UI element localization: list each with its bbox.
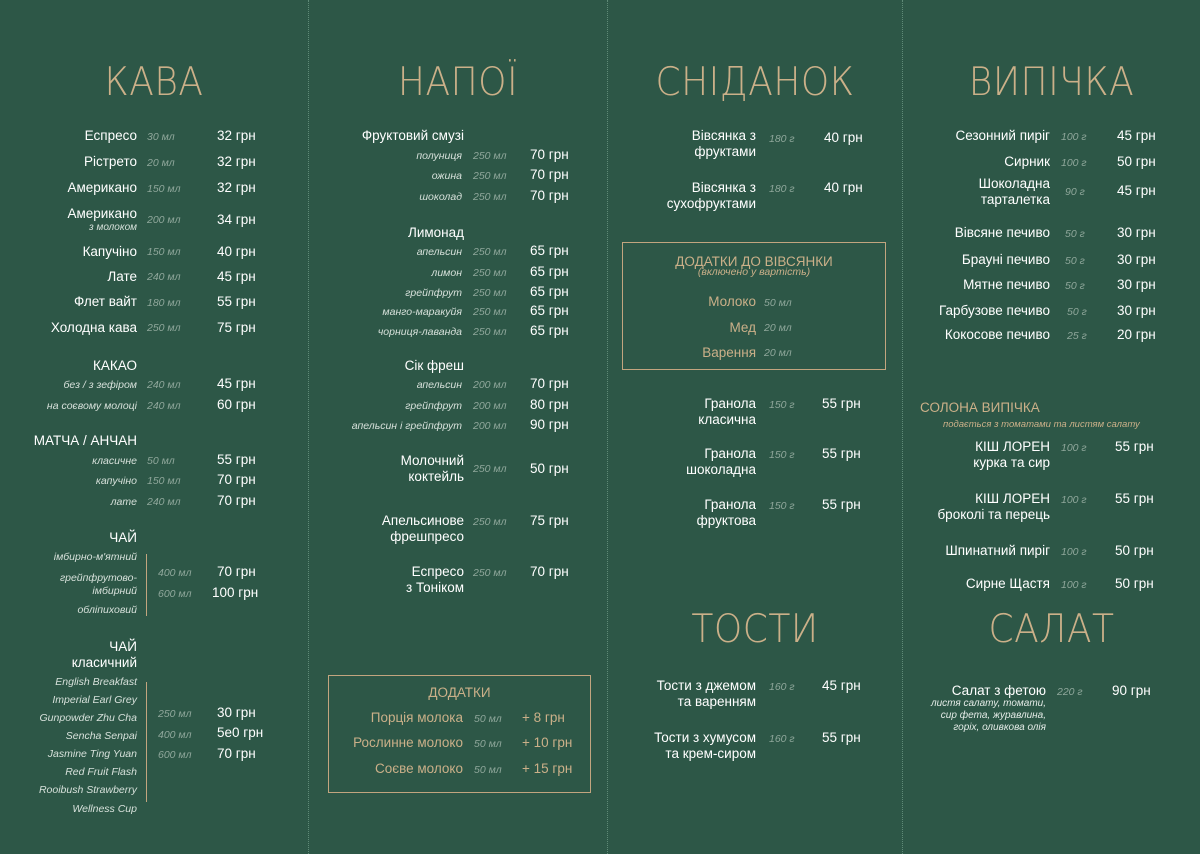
- item-name-text: Американо: [67, 206, 137, 221]
- oat-addon-volume: 20 мл: [764, 322, 792, 334]
- lemonade-heading: Лимонад: [407, 225, 464, 240]
- tea-volume: 250 мл: [158, 708, 192, 720]
- salad-desc-line: листя салату, томати,: [930, 698, 1046, 709]
- menu-item-volume: 200 мл: [473, 420, 507, 432]
- tea-volume: 400 мл: [158, 567, 192, 579]
- menu-item-price: 65 грн: [530, 264, 569, 279]
- menu-item-volume: 150 г: [769, 449, 795, 461]
- addon-volume: 50 мл: [474, 738, 502, 750]
- freshpresso-line1: Апельсинове: [381, 513, 464, 528]
- menu-item-volume: 180 г: [769, 183, 795, 195]
- tea-name: Wellness Cup: [72, 803, 137, 815]
- freshpresso-line2: фрешпресо: [390, 529, 464, 544]
- freshpresso-name: [382, 513, 464, 545]
- oat-addons-note: (включено у вартість): [697, 266, 811, 278]
- menu-item-volume: 150 мл: [147, 183, 181, 195]
- addons-title: ДОДАТКИ: [428, 685, 491, 700]
- menu-item-volume: 250 мл: [473, 306, 507, 318]
- menu-item-volume: 150 г: [769, 500, 795, 512]
- menu-item-price: 20 грн: [1117, 327, 1156, 342]
- espresso-tonic-name: [406, 564, 464, 596]
- menu-item-volume: 100 г: [1061, 579, 1087, 591]
- salad-desc-line: сир фета, журавлина,: [940, 710, 1046, 721]
- menu-item-price: 80 грн: [530, 397, 569, 412]
- menu-item-name: [979, 176, 1050, 208]
- menu-item-name: грейпфрут: [405, 287, 462, 299]
- menu-item-name: полуниця: [416, 150, 462, 162]
- smoothie-heading: Фруктовий смузі: [361, 128, 464, 143]
- salad-title: САЛАТ: [988, 607, 1115, 652]
- menu-item-price: 55 грн: [1115, 439, 1154, 454]
- menu-item-name: на соєвому молоці: [46, 400, 137, 412]
- menu-item-price: 70 грн: [530, 564, 569, 579]
- drinks-column: [309, 0, 607, 854]
- menu-item-price: 65 грн: [530, 284, 569, 299]
- menu-item-price: 30 грн: [1117, 277, 1156, 292]
- menu-item-name: лате: [110, 496, 137, 508]
- milkshake-line1: Молочний: [400, 453, 464, 468]
- menu-item-price: 55 грн: [822, 730, 861, 745]
- toast-line2: та варенням: [677, 694, 756, 709]
- menu-item-price: 70 грн: [217, 493, 256, 508]
- menu-item-name: Еспресо: [84, 128, 137, 143]
- menu-item-price: 55 грн: [1115, 491, 1154, 506]
- menu-item-volume: 250 мл: [473, 267, 507, 279]
- menu-item-volume: 250 мл: [473, 246, 507, 258]
- menu-item-name: манго-маракуйя: [382, 306, 462, 318]
- menu-item-name: Холодна кава: [50, 320, 137, 335]
- tea-heading: ЧАЙ: [109, 530, 137, 545]
- menu-item-price: 55 грн: [217, 452, 256, 467]
- menu-item-name: Кокосове печиво: [944, 327, 1050, 342]
- addon-name: Порція молока: [370, 710, 463, 725]
- salty-pastry-heading: СОЛОНА ВИПІЧКА: [920, 400, 1040, 415]
- salty-line2: курка та сир: [973, 455, 1050, 470]
- menu-item-name: класичне: [92, 455, 137, 467]
- menu-item-volume: 90 г: [1065, 186, 1085, 198]
- granola-line2: шоколадна: [686, 462, 756, 477]
- addon-volume: 50 мл: [474, 764, 502, 776]
- granola-line1: Гранола: [704, 497, 756, 512]
- oat-line2: фруктами: [694, 144, 756, 159]
- breakfast-column: [608, 0, 902, 854]
- menu-item-name: апельсин і грейпфрут: [351, 420, 462, 432]
- menu-item-volume: 250 мл: [473, 287, 507, 299]
- menu-item-volume: 250 мл: [473, 191, 507, 203]
- salty-item-name: Шпинатний пиріг: [945, 543, 1050, 558]
- coffee-column: [0, 0, 308, 854]
- menu-item-volume: 100 г: [1061, 157, 1087, 169]
- drinks-title: НАПОЇ: [397, 60, 519, 105]
- menu-item-name: апельсин: [416, 246, 462, 258]
- menu-item-volume: 250 мл: [473, 516, 507, 528]
- menu-item-name: Сирник: [1004, 154, 1050, 169]
- menu-item-volume: 180 мл: [147, 297, 181, 309]
- menu-item-volume: 50 г: [1065, 280, 1085, 292]
- addon-price: + 15 грн: [522, 761, 573, 776]
- granola-line2: фруктова: [696, 513, 756, 528]
- menu-item-name: Сезонний пиріг: [955, 128, 1050, 143]
- tea-bracket-line: [146, 554, 147, 616]
- menu-item-price: 40 грн: [217, 244, 256, 259]
- menu-item-volume: 200 мл: [147, 214, 181, 226]
- menu-item-price: 40 грн: [824, 180, 863, 195]
- toasts-title: ТОСТИ: [691, 607, 819, 652]
- tea-name: Rooibush Strawberry: [38, 784, 137, 796]
- coffee-title: КАВА: [104, 60, 204, 105]
- tea-name: Red Fruit Flash: [65, 766, 137, 778]
- menu-item-volume: 20 мл: [147, 157, 175, 169]
- salty-line2: броколі та перець: [937, 507, 1050, 522]
- tea-bracket-line: [146, 682, 147, 802]
- oat-line2: сухофруктами: [666, 196, 756, 211]
- tea-name: Jasmine Ting Yuan: [47, 748, 137, 760]
- pastry-column: [903, 0, 1200, 854]
- menu-item-price: 45 грн: [217, 376, 256, 391]
- menu-item-volume: 200 мл: [473, 400, 507, 412]
- oat-addon-volume: 50 мл: [764, 297, 792, 309]
- menu-item-price: 90 грн: [530, 417, 569, 432]
- menu-item-price: 55 грн: [822, 446, 861, 461]
- cocoa-heading: КАКАО: [93, 358, 137, 373]
- menu-item-name: чорниця-лаванда: [377, 326, 462, 338]
- tea-name: обліпиховий: [77, 604, 137, 616]
- granola-name: [698, 396, 756, 428]
- addon-price: + 8 грн: [522, 710, 565, 725]
- salad-price: 90 грн: [1112, 683, 1151, 698]
- menu-item-price: 50 грн: [530, 461, 569, 476]
- toast-line1: Тости з джемом: [656, 678, 756, 693]
- menu-item-volume: 150 мл: [147, 246, 181, 258]
- menu-item-price: 55 грн: [217, 294, 256, 309]
- granola-name: [697, 497, 756, 529]
- oat-line1: Вівсянка з: [691, 180, 756, 195]
- menu-item-price: 65 грн: [530, 303, 569, 318]
- addon-volume: 50 мл: [474, 713, 502, 725]
- menu-item-price: 45 грн: [822, 678, 861, 693]
- tea-name: English Breakfast: [55, 676, 137, 688]
- oat-line1: Вівсянка з: [691, 128, 756, 143]
- menu-item-volume: 250 мл: [473, 150, 507, 162]
- menu-item-name: капучіно: [95, 475, 137, 487]
- matcha-heading: МАТЧА / АНЧАН: [33, 433, 137, 448]
- menu-item-price: 32 грн: [217, 154, 256, 169]
- espresso-tonic-line2: з Тоніком: [406, 580, 464, 595]
- menu-item-volume: 30 мл: [147, 131, 175, 143]
- menu-item-volume: 50 г: [1067, 306, 1087, 318]
- menu-item-price: 30 грн: [1117, 225, 1156, 240]
- menu-item-volume: 160 г: [769, 733, 795, 745]
- menu-item-price: 70 грн: [530, 376, 569, 391]
- item-name-line2: тарталетка: [980, 192, 1050, 207]
- espresso-tonic-line1: Еспресо: [411, 564, 464, 579]
- oat-addon-name: Варення: [702, 345, 756, 360]
- menu-item-name: лимон: [431, 267, 462, 279]
- tea-name: грейпфрутово-: [59, 572, 137, 584]
- menu-item-volume: 100 г: [1061, 442, 1087, 454]
- menu-item-name: Капучіно: [82, 244, 137, 259]
- milkshake-name: [401, 453, 464, 485]
- tea-price: 30 грн: [217, 705, 256, 720]
- menu-item-volume: 250 мл: [473, 567, 507, 579]
- classic-tea-heading-line1: ЧАЙ: [109, 639, 137, 654]
- salad-volume: 220 г: [1057, 686, 1083, 698]
- menu-item-volume: 160 г: [769, 681, 795, 693]
- salty-line1: КІШ ЛОРЕН: [975, 491, 1050, 506]
- tea-price: 70 грн: [217, 746, 256, 761]
- salty-item-name: [973, 439, 1050, 471]
- menu-item-price: 75 грн: [217, 320, 256, 335]
- menu-item-volume: 250 мл: [147, 322, 181, 334]
- tea-name: Sencha Senpai: [65, 730, 137, 742]
- tea-price: 5е0 грн: [217, 725, 264, 740]
- oat-item-name: [692, 128, 756, 160]
- salad-description: [931, 698, 1046, 734]
- menu-item-name: Лате: [107, 269, 137, 284]
- menu-item-name: без / з зефіром: [63, 379, 137, 391]
- tea-name: Imperial Earl Grey: [52, 694, 137, 706]
- classic-tea-heading-line2: класичний: [71, 655, 137, 670]
- granola-line2: класична: [698, 412, 756, 427]
- menu-item-volume: 180 г: [769, 133, 795, 145]
- salty-line1: КІШ ЛОРЕН: [975, 439, 1050, 454]
- menu-item-name: [67, 206, 137, 233]
- toast-name: [657, 678, 756, 710]
- salad-name: Салат з фетою: [951, 683, 1046, 698]
- menu-item-volume: 50 г: [1065, 228, 1085, 240]
- granola-line1: Гранола: [704, 396, 756, 411]
- toast-name: [654, 730, 756, 762]
- menu-item-price: 34 грн: [217, 212, 256, 227]
- pastry-title: ВИПІЧКА: [968, 60, 1135, 105]
- tea-price: 70 грн: [217, 564, 256, 579]
- menu-item-volume: 50 мл: [147, 455, 175, 467]
- salty-item-name: Сирне Щастя: [965, 576, 1050, 591]
- oat-addons-title: ДОДАТКИ ДО ВІВСЯНКИ: [675, 254, 833, 269]
- menu-item-price: 32 грн: [217, 128, 256, 143]
- menu-item-volume: 25 г: [1067, 330, 1087, 342]
- menu-item-price: 70 грн: [530, 167, 569, 182]
- menu-item-name: Мятне печиво: [963, 277, 1050, 292]
- menu-item-volume: 100 г: [1061, 131, 1087, 143]
- menu-item-price: 50 грн: [1115, 576, 1154, 591]
- menu-item-name: Американо: [67, 180, 137, 195]
- oat-addon-name: Молоко: [708, 294, 756, 309]
- addons-box: [328, 675, 591, 793]
- menu-item-name: Вівсяне печиво: [954, 225, 1050, 240]
- classic-tea-heading: [72, 639, 137, 671]
- menu-item-name: шоколад: [419, 191, 462, 203]
- toast-line1: Тости з хумусом: [654, 730, 756, 745]
- menu-item-volume: 100 г: [1061, 494, 1087, 506]
- menu-item-price: 65 грн: [530, 323, 569, 338]
- salad-desc-line: горіх, оливкова олія: [953, 722, 1046, 733]
- salty-pastry-note: подається з томатами та листям салату: [943, 419, 1140, 430]
- milkshake-line2: коктейль: [408, 469, 464, 484]
- tea-volume: 400 мл: [158, 729, 192, 741]
- menu-item-volume: 240 мл: [147, 271, 181, 283]
- menu-item-name: Флет вайт: [74, 294, 137, 309]
- tea-volume: 600 мл: [158, 749, 192, 761]
- menu-item-price: 55 грн: [822, 396, 861, 411]
- menu-item-price: 70 грн: [217, 472, 256, 487]
- menu-item-price: 45 грн: [1117, 183, 1156, 198]
- menu-item-price: 30 грн: [1117, 303, 1156, 318]
- menu-item-price: 75 грн: [530, 513, 569, 528]
- salty-item-name: [937, 491, 1050, 523]
- menu-item-name: апельсин: [416, 379, 462, 391]
- item-name-line1: Шоколадна: [978, 176, 1050, 191]
- menu-item-volume: 100 г: [1061, 546, 1087, 558]
- granola-name: [686, 446, 756, 478]
- addon-price: + 10 грн: [522, 735, 573, 750]
- menu-item-price: 70 грн: [530, 147, 569, 162]
- oat-addon-volume: 20 мл: [764, 347, 792, 359]
- menu-item-name: Рістрето: [83, 154, 137, 169]
- menu-item-price: 32 грн: [217, 180, 256, 195]
- tea-name: імбирний: [92, 585, 137, 597]
- menu-item-price: 50 грн: [1117, 154, 1156, 169]
- menu-item-volume: 250 мл: [473, 463, 507, 475]
- menu-item-name: ожина: [431, 170, 462, 182]
- menu-item-volume: 200 мл: [473, 379, 507, 391]
- menu-item-price: 45 грн: [1117, 128, 1156, 143]
- menu-item-volume: 250 мл: [473, 170, 507, 182]
- tea-price: 100 грн: [212, 585, 259, 600]
- tea-name: Gunpowder Zhu Cha: [39, 712, 137, 724]
- item-note: з молоком: [89, 222, 137, 233]
- menu-item-volume: 240 мл: [147, 496, 181, 508]
- oat-item-name: [667, 180, 756, 212]
- tea-name: імбирно-м'ятний: [53, 551, 137, 563]
- granola-line1: Гранола: [704, 446, 756, 461]
- tea-volume: 600 мл: [158, 588, 192, 600]
- menu-item-volume: 150 г: [769, 399, 795, 411]
- menu-item-volume: 150 мл: [147, 475, 181, 487]
- menu-item-volume: 240 мл: [147, 379, 181, 391]
- menu-item-name: Гарбузове печиво: [938, 303, 1050, 318]
- menu-item-price: 70 грн: [530, 188, 569, 203]
- menu-item-price: 40 грн: [824, 130, 863, 145]
- menu-item-price: 30 грн: [1117, 252, 1156, 267]
- addon-name: Рослинне молоко: [353, 735, 463, 750]
- menu-item-price: 60 грн: [217, 397, 256, 412]
- menu-item-price: 45 грн: [217, 269, 256, 284]
- menu-item-volume: 50 г: [1065, 255, 1085, 267]
- menu-item-price: 50 грн: [1115, 543, 1154, 558]
- menu-item-price: 55 грн: [822, 497, 861, 512]
- breakfast-title: СНІДАНОК: [655, 60, 855, 105]
- oat-addon-name: Мед: [729, 320, 756, 335]
- menu-item-volume: 240 мл: [147, 400, 181, 412]
- toast-line2: та крем-сиром: [665, 746, 756, 761]
- menu-item-price: 65 грн: [530, 243, 569, 258]
- fresh-juice-heading: Сік фреш: [404, 358, 464, 373]
- menu-item-name: Брауні печиво: [961, 252, 1050, 267]
- oat-addons-box: [622, 242, 886, 370]
- menu-item-name: грейпфрут: [405, 400, 462, 412]
- menu-item-volume: 250 мл: [473, 326, 507, 338]
- addon-name: Соєве молоко: [374, 761, 463, 776]
